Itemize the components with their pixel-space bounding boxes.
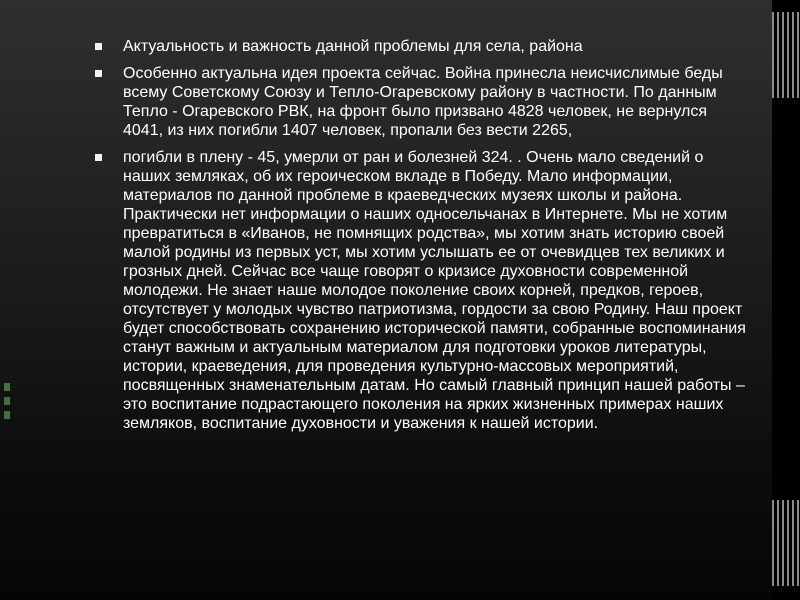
square-bullet-icon: [95, 70, 102, 77]
bullet-text: погибли в плену - 45, умерли от ран и болезней 324. . Очень мало сведений о наших земляках, об их героическом вкладе в Победу. Мало информации, материалов по данной проблеме в краеведческих музеях школы и района. Практически нет информации о наших односельчанах в Интернете. Мы не хотим превратиться в «Иванов, не помнящих родства», мы хотим знать историю своей малой родины из первых уст, мы хотим услышать ее от очевидцев тех великих и грозных дней. Сейчас все чаще говорят о кризисе духовности современной молодежи. Не знает наше молодое поколение своих корней, предков, героев, отсутствует у молодых чувство патриотизма, гордости за свою Родину. Наш проект будет способствовать сохранению исторической памяти, собранные воспоминания станут важным и актуальным материалом для подготовки уроков литературы, истории, краеведения, для проведения культурно-массовых мероприятий, посвященных знаменательным датам. Но самый главный принцип нашей работы – это воспитание подрастающего поколения на ярких жизненных примерах наших земляков, воспитание духовности и уважения к нашей истории.: [123, 149, 746, 432]
square-bullet-icon: [95, 43, 102, 50]
decoration-mark: [4, 397, 10, 405]
square-bullet-icon: [95, 154, 102, 161]
slide-left-decoration: [4, 383, 12, 425]
bullet-text: Особенно актуальна идея проекта сейчас. Война принесла неисчислимые беды всему Советскому Союзу и Тепло-Огаревскому району в частности. По данным Тепло - Огаревского РВК, на фронт было призвано 4828 человек, не вернулся 4041, из них погибли 1407 человек, пропали без вести 2265,: [123, 65, 723, 139]
bullet-list: [95, 37, 750, 433]
bullet-item: [95, 64, 750, 140]
bullet-text: Актуальность и важность данной проблемы для села, района: [123, 38, 583, 55]
slide-right-panel: [772, 0, 800, 600]
decoration-mark: [4, 411, 10, 419]
bullet-item: [95, 148, 750, 433]
decoration-mark: [4, 383, 10, 391]
stripes-decoration-icon: [772, 12, 800, 98]
stripes-decoration-icon: [772, 500, 800, 586]
slide-content: [95, 37, 750, 441]
bullet-item: [95, 37, 750, 56]
